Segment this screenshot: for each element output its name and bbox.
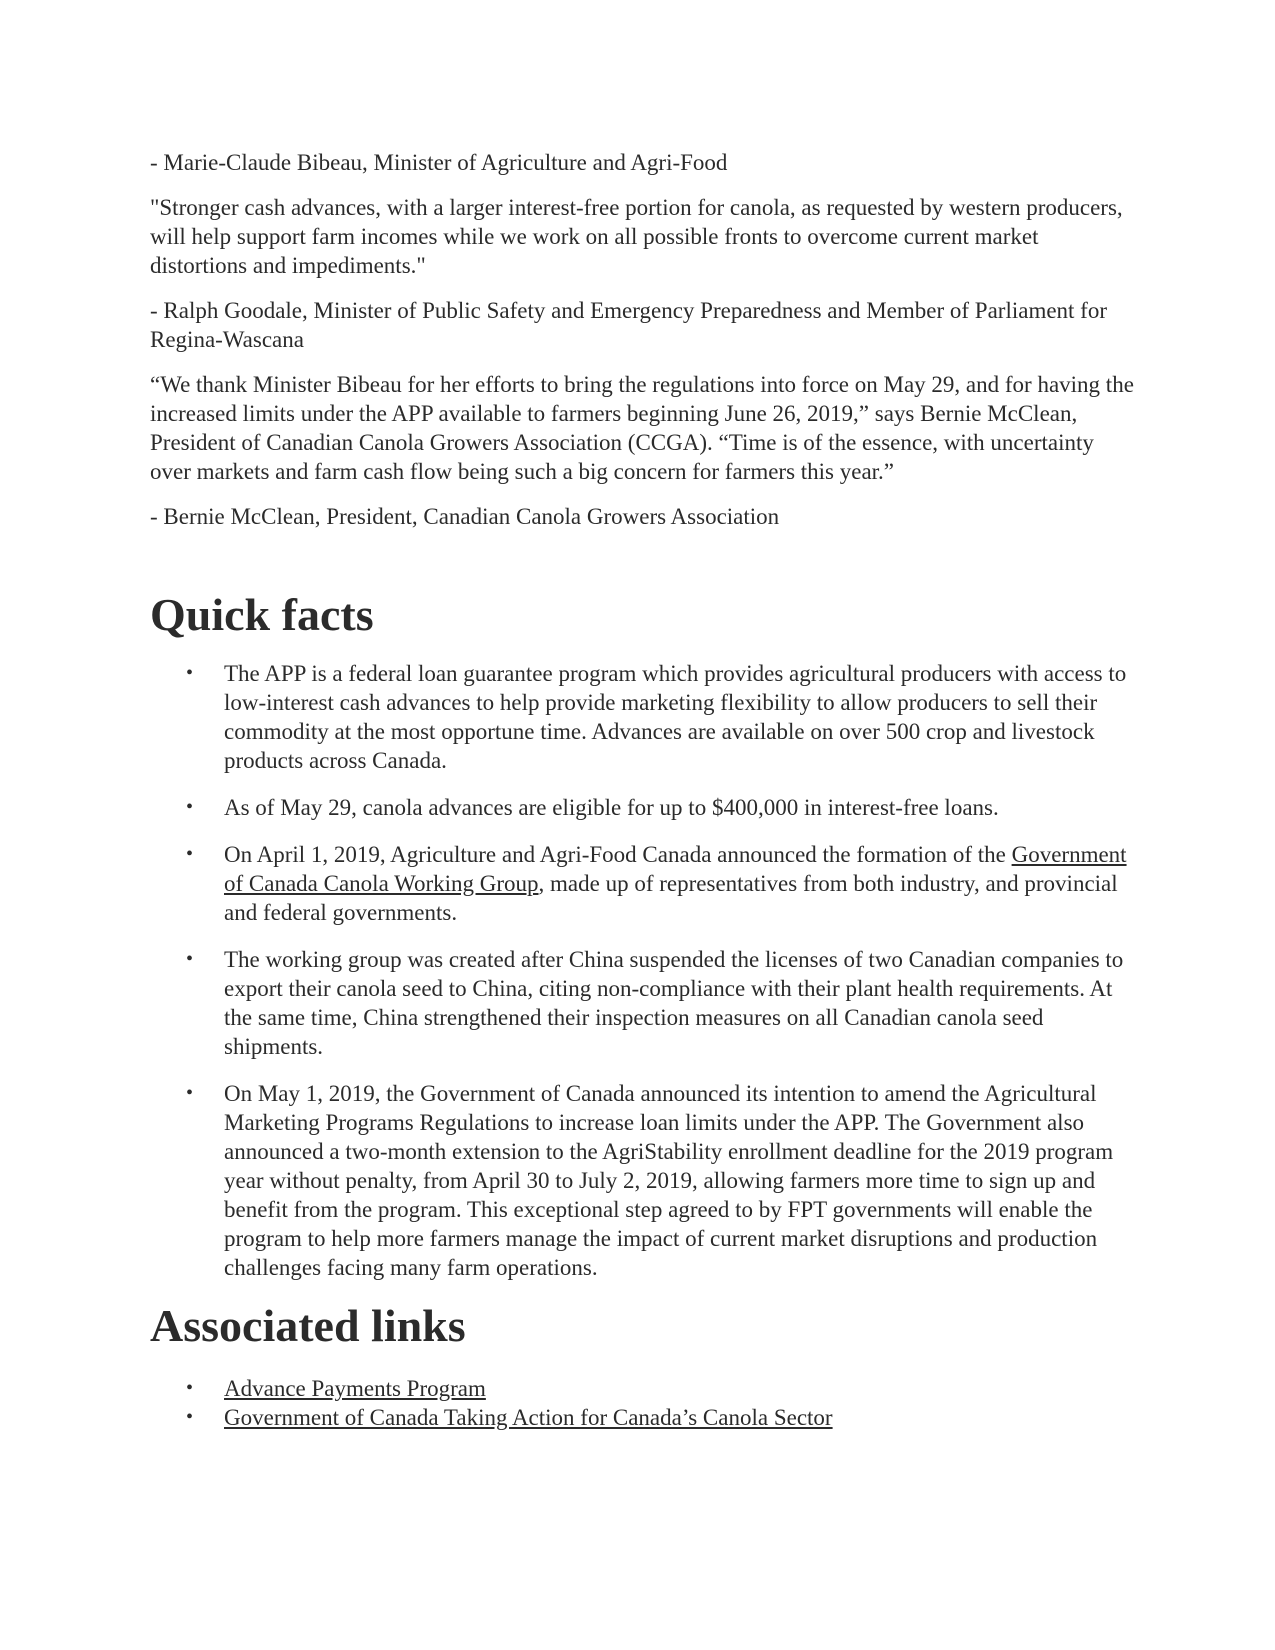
associated-links-list — [150, 1374, 1140, 1432]
bullet-icon: • — [186, 948, 194, 970]
quote-ccga: “We thank Minister Bibeau for her efforts to bring the regulations into force on May 29, and for having the increased limits under the APP available to farmers beginning June 26, 2019,” says Bernie McClean, President of Canadian Canola Growers Association (CCGA). “Time is of the essence, with uncertainty over markets and farm cash flow being such a big concern for farmers this year.” — [150, 372, 1134, 484]
quote-attribution-bibeau: - Marie-Claude Bibeau, Minister of Agriculture and Agri-Food — [150, 150, 728, 175]
bullet-icon: • — [186, 1377, 194, 1399]
list-item — [150, 840, 1140, 927]
quote-goodale: "Stronger cash advances, with a larger interest-free portion for canola, as requested by western producers, will help support farm incomes while we work on all possible fronts to overcome current market distortions and impediments." — [150, 195, 1123, 278]
list-item — [150, 793, 1140, 822]
document-page — [150, 148, 1140, 1432]
fact-text-before-link: On April 1, 2019, Agriculture and Agri-Food Canada announced the formation of the — [224, 842, 1012, 867]
quick-facts-heading: Quick facts — [150, 589, 374, 640]
fact-text: As of May 29, canola advances are eligible for up to $400,000 in interest-free loans. — [224, 795, 999, 820]
fact-text: The working group was created after China suspended the licenses of two Canadian companies to export their canola seed to China, citing non-compliance with their plant health requirements. At the same time, China strengthened their inspection measures on all Canadian canola seed shipments. — [224, 947, 1124, 1059]
fact-text: The APP is a federal loan guarantee program which provides agricultural producers with access to low-interest cash advances to help provide marketing flexibility to allow producers to sell their commodity at the most opportune time. Advances are available on over 500 crop and livestock products across Canada. — [224, 661, 1127, 773]
advance-payments-program-link[interactable]: Advance Payments Program — [224, 1376, 486, 1401]
quote-attribution-goodale: - Ralph Goodale, Minister of Public Safety and Emergency Preparedness and Member of Parliament for Regina-Wascana — [150, 298, 1108, 352]
bullet-icon: • — [186, 1406, 194, 1428]
bullet-icon: • — [186, 843, 194, 865]
quick-facts-list — [150, 659, 1140, 1282]
list-item — [150, 659, 1140, 775]
canola-sector-action-link[interactable]: Government of Canada Taking Action for Canada’s Canola Sector — [224, 1405, 833, 1430]
bullet-icon: • — [186, 662, 194, 684]
fact-text-after-link: , made up of representatives from both industry, and provincial and federal governments. — [224, 871, 1118, 925]
list-item — [150, 1374, 1140, 1403]
canola-working-group-link[interactable]: Government of Canada Canola Working Group — [224, 842, 1127, 896]
fact-text: On May 1, 2019, the Government of Canada announced its intention to amend the Agricultural Marketing Programs Regulations to increase loan limits under the APP. The Government also announced a two-month extension to the AgriStability enrollment deadline for the 2019 program year without penalty, from April 30 to July 2, 2019, allowing farmers more time to sign up and benefit from the program. This exceptional step agreed to by FPT governments will enable the program to help more farmers manage the impact of current market disruptions and production challenges facing many farm operations. — [224, 1081, 1114, 1280]
list-item — [150, 1403, 1140, 1432]
list-item — [150, 945, 1140, 1061]
bullet-icon: • — [186, 1082, 194, 1104]
list-item — [150, 1079, 1140, 1282]
quote-attribution-mcclean: - Bernie McClean, President, Canadian Canola Growers Association — [150, 504, 780, 529]
bullet-icon: • — [186, 796, 194, 818]
associated-links-heading: Associated links — [150, 1300, 466, 1351]
